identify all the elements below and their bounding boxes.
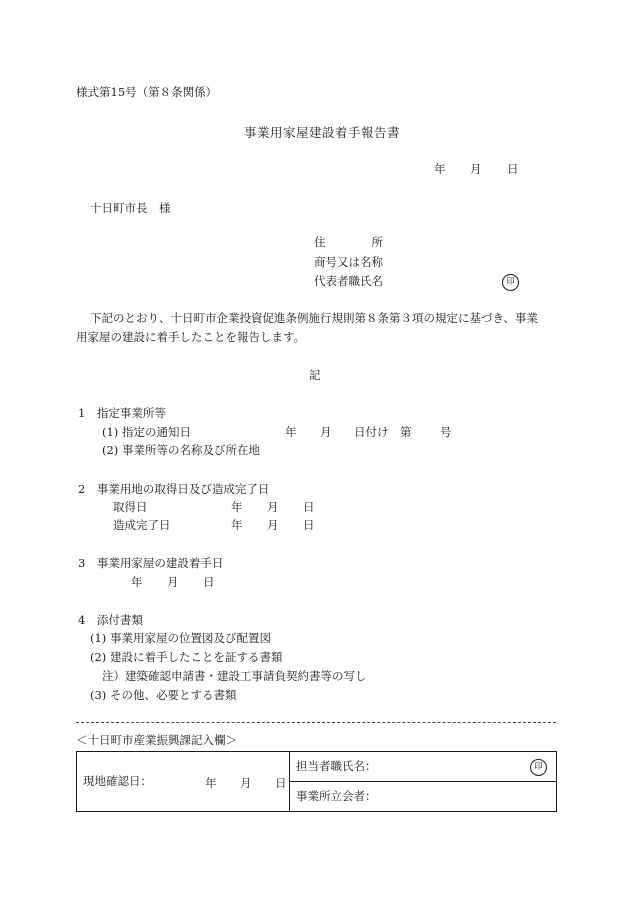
acquired-label: 取得日 <box>113 500 148 514</box>
acquired-year: 年 <box>231 500 243 514</box>
notice-number: 号 <box>440 425 452 439</box>
staff-label: 担当者職氏名： <box>296 758 377 773</box>
witness-cell <box>290 782 557 812</box>
attachment-3: (3) その他、必要とする書類 <box>90 688 237 702</box>
notice-date-label: (1) 指定の通知日 <box>102 425 191 439</box>
notice-day-no: 日付け 第 <box>354 425 412 439</box>
start-day: 日 <box>203 575 215 589</box>
seal-mark: 印 <box>502 274 519 291</box>
site-check-label: 現地確認日： <box>83 773 152 788</box>
office-section-heading: ＜十日町市産業振興課記入欄＞ <box>76 733 237 747</box>
staff-seal-mark: 印 <box>530 759 547 776</box>
completed-label: 造成完了日 <box>113 518 171 532</box>
witness-label: 事業所立会者： <box>296 788 377 803</box>
acquired-day: 日 <box>303 500 315 514</box>
ki-heading: 記 <box>309 368 321 382</box>
site-check-month: 月 <box>240 776 252 790</box>
date-month: 月 <box>470 162 482 176</box>
attachment-note: 注）建築確認申請書・建設工事請負契約書等の写し <box>102 669 367 683</box>
section-4-heading: 4 添付書類 <box>78 613 143 627</box>
notice-year: 年 <box>285 425 297 439</box>
office-record-table <box>76 751 557 812</box>
start-month: 月 <box>167 575 179 589</box>
form-number: 様式第15号（第８条関係） <box>76 85 218 99</box>
trade-name-label: 商号又は名称 <box>314 255 383 269</box>
document-title: 事業用家屋建設着手報告書 <box>244 125 401 140</box>
date-year: 年 <box>434 162 446 176</box>
body-line-2: 用家屋の建設に着手したことを報告します。 <box>76 330 306 344</box>
attachment-1: (1) 事業用家屋の位置図及び配置図 <box>90 631 271 645</box>
date-day: 日 <box>507 162 519 176</box>
attachment-2: (2) 建設に着手したことを証する書類 <box>90 650 283 664</box>
completed-day: 日 <box>303 518 315 532</box>
representative-label: 代表者職氏名 <box>314 274 383 288</box>
office-name-location-label: (2) 事業所等の名称及び所在地 <box>102 443 260 457</box>
body-line-1: 下記のとおり、十日町市企業投資促進条例施行規則第８条第３項の規定に基づき、事業 <box>90 311 539 325</box>
acquired-month: 月 <box>267 500 279 514</box>
section-2-heading: 2 事業用地の取得日及び造成完了日 <box>78 482 270 496</box>
section-1-heading: 1 指定事業所等 <box>78 406 166 420</box>
section-3-heading: 3 事業用家屋の建設着手日 <box>78 556 224 570</box>
addressee: 十日町市長 様 <box>90 201 171 215</box>
site-check-year: 年 <box>205 776 217 790</box>
staff-cell <box>290 752 557 782</box>
notice-month: 月 <box>320 425 332 439</box>
site-check-day: 日 <box>275 776 287 790</box>
start-year: 年 <box>131 575 143 589</box>
address-label: 住 所 <box>314 235 383 249</box>
completed-month: 月 <box>267 518 279 532</box>
site-check-cell <box>77 752 290 812</box>
completed-year: 年 <box>231 518 243 532</box>
dotted-divider <box>76 722 556 723</box>
